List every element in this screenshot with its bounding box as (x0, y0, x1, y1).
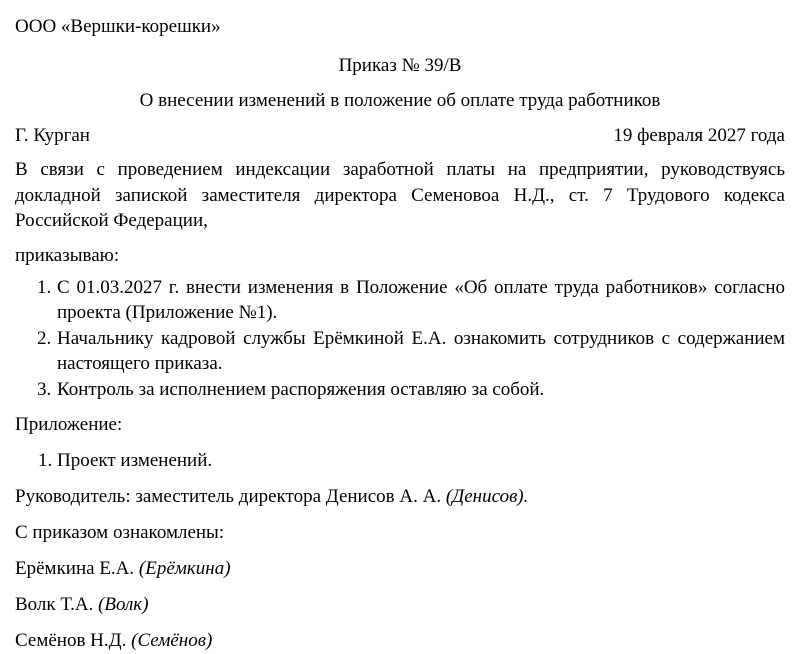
order-list (15, 275, 785, 403)
acquainted-signature: (Волк) (98, 594, 149, 615)
acquainted-row (15, 556, 785, 582)
appendix-item: 1. Проект изменений. (38, 450, 213, 471)
acquainted-signature: (Семёнов) (131, 630, 213, 651)
organization-name: ООО «Вершки-корешки» (15, 16, 221, 37)
order-item-text: С 01.03.2027 г. внести изменения в Положение «Об оплате труда работников» согласно проекта (Приложение №1). (57, 276, 785, 323)
order-item-text: Начальнику кадровой службы Ерёмкиной Е.А. ознакомить сотрудников с содержанием настоящего приказа. (57, 327, 785, 374)
order-subtitle: О внесении изменений в положение об оплате труда работников (139, 90, 661, 111)
order-item-text: Контроль за исполнением распоряжения оставляю за собой. (57, 378, 545, 400)
order-item-number: 2. (37, 327, 52, 349)
acquainted-title: С приказом ознакомлены: (15, 522, 225, 543)
order-item (15, 326, 785, 377)
city: Г. Курган (15, 125, 90, 146)
order-word: приказываю: (15, 244, 120, 266)
appendix-title: Приложение: (15, 414, 123, 435)
order-item-number: 1. (37, 276, 52, 298)
order-item (15, 377, 785, 403)
head-signature-line (15, 484, 785, 510)
order-item-number: 3. (37, 378, 52, 400)
acquainted-row (15, 628, 785, 654)
city-date-row (15, 123, 785, 149)
order-date: 19 февраля 2027 года (613, 125, 785, 146)
order-item (15, 275, 785, 326)
acquainted-name: Волк Т.А. (15, 594, 94, 615)
order-title: Приказ № 39/В (338, 55, 462, 76)
head-label: Руководитель: заместитель директора Денисов А. А. (15, 486, 442, 507)
acquainted-name: Ерёмкина Е.А. (15, 558, 135, 579)
acquainted-name: Семёнов Н.Д. (15, 630, 127, 651)
acquainted-row (15, 592, 785, 618)
acquainted-signature: (Ерёмкина) (138, 558, 231, 579)
head-signature: (Денисов). (445, 486, 529, 507)
preamble-paragraph: В связи с проведением индексации заработной платы на предприятии, руководствуясь докладной запиской заместителя директора Семеновоа Н.Д., ст. 7 Трудового кодекса Российской Федерации, (15, 159, 785, 231)
